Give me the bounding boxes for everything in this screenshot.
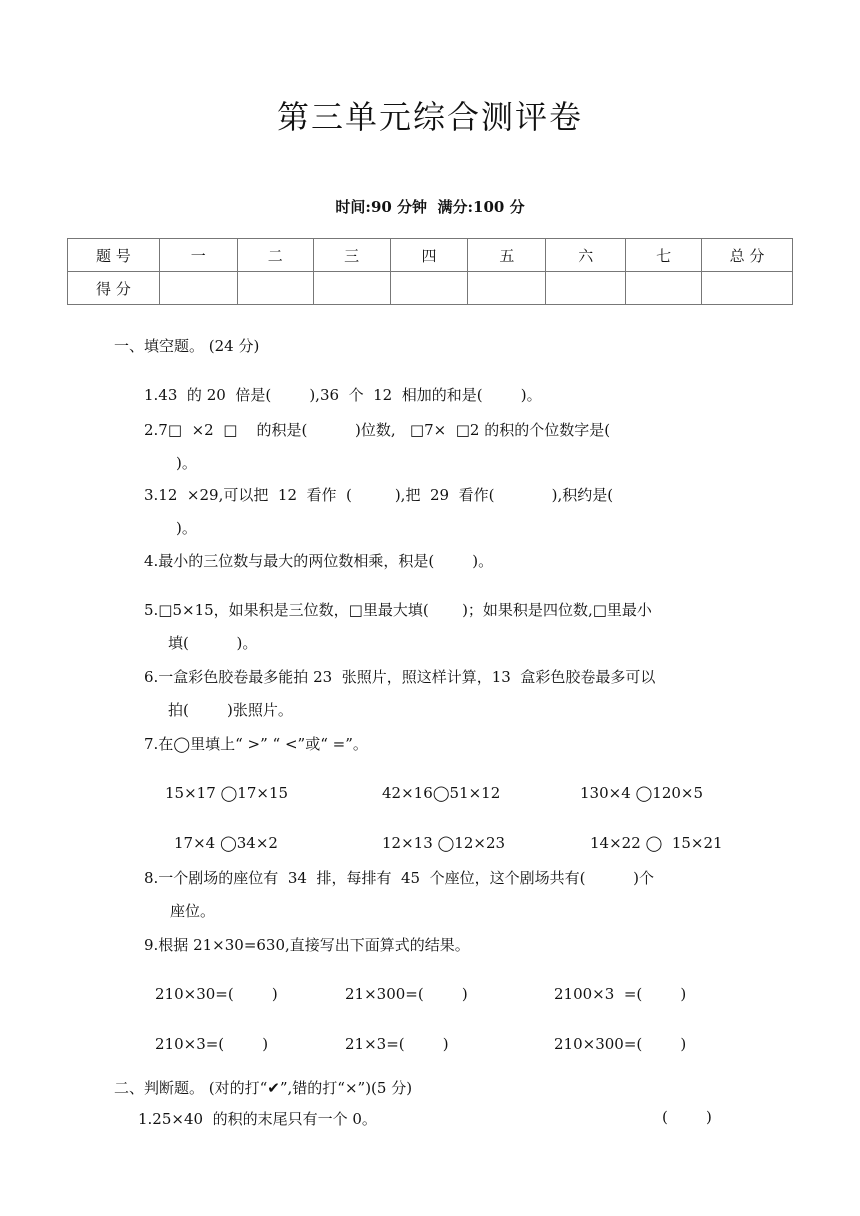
score-cell[interactable] xyxy=(546,272,626,305)
question-6-cont: 拍( )张照片。 xyxy=(168,701,293,719)
judge-question-1: 1.25×40 的积的末尾只有一个 0。 xyxy=(138,1110,377,1128)
header-cell: 一 xyxy=(159,239,237,272)
calc-item: 210×30=( ) xyxy=(155,985,278,1003)
score-table-header-row xyxy=(68,239,793,272)
calc-item: 21×300=( ) xyxy=(345,985,468,1003)
section2-heading: 二、判断题。 (对的打“✔”,错的打“×”)(5 分) xyxy=(114,1079,413,1097)
question-2: 2.7□ ×2 □ 的积是( )位数, □7× □2 的积的个位数字是( xyxy=(144,421,611,439)
header-cell: 三 xyxy=(313,239,390,272)
header-cell: 二 xyxy=(237,239,313,272)
question-5-cont: 填( )。 xyxy=(168,634,258,652)
calc-item: 210×3=( ) xyxy=(155,1035,269,1053)
question-6: 6.一盒彩色胶卷最多能拍 23 张照片，照这样计算，13 盒彩色胶卷最多可以 xyxy=(144,668,656,686)
header-cell: 七 xyxy=(626,239,702,272)
compare-item: 15×17 ◯17×15 xyxy=(165,784,289,802)
score-table-score-row xyxy=(68,272,793,305)
score-table xyxy=(67,238,793,305)
header-cell: 题 号 xyxy=(68,239,160,272)
question-3: 3.12 ×29,可以把 12 看作 ( ),把 29 看作( ),积约是( xyxy=(144,486,614,504)
calc-item: 21×3=( ) xyxy=(345,1035,449,1053)
judge-answer-blank[interactable]: ( ) xyxy=(662,1108,712,1126)
question-8: 8.一个剧场的座位有 34 排，每排有 45 个座位，这个剧场共有( )个 xyxy=(144,869,655,887)
question-3-cont: )。 xyxy=(176,519,197,537)
page-title: 第三单元综合测评卷 xyxy=(276,98,583,136)
header-cell: 四 xyxy=(390,239,468,272)
score-cell[interactable] xyxy=(159,272,237,305)
score-cell[interactable] xyxy=(237,272,313,305)
question-4: 4.最小的三位数与最大的两位数相乘，积是( )。 xyxy=(144,552,494,570)
section1-heading: 一、填空题。 (24 分) xyxy=(114,337,260,355)
calc-item: 2100×3 =( ) xyxy=(554,985,687,1003)
score-cell[interactable] xyxy=(702,272,793,305)
compare-item: 17×4 ◯34×2 xyxy=(174,834,278,852)
score-cell[interactable] xyxy=(468,272,546,305)
score-cell[interactable] xyxy=(626,272,702,305)
compare-item: 130×4 ◯120×5 xyxy=(580,784,704,802)
question-2-cont: )。 xyxy=(176,454,197,472)
question-1: 1.43 的 20 倍是( ),36 个 12 相加的和是( )。 xyxy=(144,386,542,404)
compare-item: 12×13 ◯12×23 xyxy=(382,834,506,852)
question-7: 7.在◯里填上“ >” “ <”或“ =”。 xyxy=(144,735,368,753)
question-8-cont: 座位。 xyxy=(170,902,216,920)
header-cell: 五 xyxy=(468,239,546,272)
exam-info: 时间:90 分钟 满分:100 分 xyxy=(335,198,525,216)
compare-item: 42×16◯51×12 xyxy=(382,784,501,802)
header-cell: 总 分 xyxy=(702,239,793,272)
question-5: 5.□5×15，如果积是三位数，□里最大填( )；如果积是四位数,□里最小 xyxy=(144,601,652,619)
header-cell: 六 xyxy=(546,239,626,272)
score-cell[interactable] xyxy=(313,272,390,305)
compare-item: 14×22 ◯ 15×21 xyxy=(590,834,723,852)
question-9: 9.根据 21×30=630,直接写出下面算式的结果。 xyxy=(144,936,470,954)
calc-item: 210×300=( ) xyxy=(554,1035,687,1053)
row-label: 得 分 xyxy=(68,272,160,305)
score-cell[interactable] xyxy=(390,272,468,305)
